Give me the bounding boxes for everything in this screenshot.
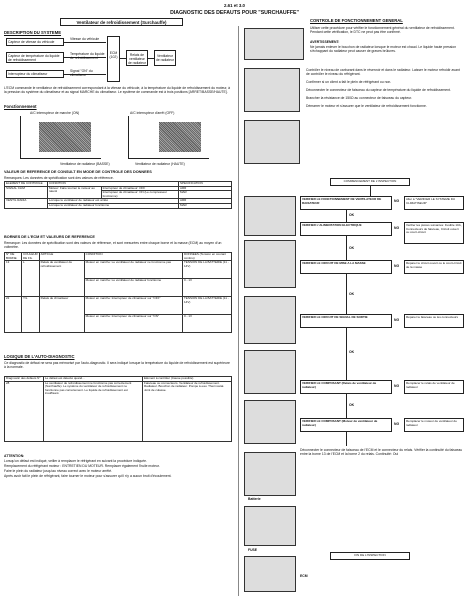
ref-note: Remarques: Les données de spécification sont des valeurs de référence.: [4, 176, 114, 180]
step-2: Confirmer si un client a fait le plein de réfrigérant ou non.: [306, 80, 392, 84]
table-row: Moteur en marche: Le ventilateur de radiateur fonctionne 0 - 1V: [5, 279, 232, 297]
repair-motor: Remplacer le moteur de ventilateur de radiateur: [404, 418, 464, 432]
ng-label: NG: [394, 264, 400, 268]
logic-heading: LOGIQUE DE L'AUTO-DIAGNOSTIC: [4, 354, 75, 359]
system-description: L'ECM commande le ventilateur de refroidissement correspondant à la vitesse du véhicule, à la température du liquide de refroidissement du moteur, à la pression du système du climatiseur et au signal MARCHE du climatiseur. Le système de commande est à trois positions [ARRET/BASSE/HAUTE].: [4, 86, 231, 94]
table-row: SIGNAL CLIM Moteur: Faire tourner le moteur au ralenti Interrupteur de climatiseur: OFF ARR: [5, 186, 232, 191]
page-number: 2.61 et 3.0: [224, 3, 245, 8]
fan-box: Ventilateur de radiateur: [154, 50, 176, 66]
step-a-illustration: [244, 196, 296, 236]
warning-heading: ATTENTION:: [4, 454, 25, 458]
table-row: Moteur en marche: Interrupteur de climatiseur sur "ON" 0 - 1V: [5, 315, 232, 333]
radiator-illustration: [244, 28, 304, 60]
consult-ref-table: [4, 181, 232, 209]
check-warning-label: AVERTISSEMENT:: [310, 40, 340, 44]
system-heading: DESCRIPTION DU SYSTEME: [4, 30, 62, 35]
signal-temp: Température du liquide de refroidissement: [70, 52, 105, 60]
ground-illustration: [244, 296, 296, 344]
ecm-label: ECM: [300, 574, 308, 578]
repair-relay: Remplacer le relais de ventilateur de radiateur: [404, 380, 464, 394]
ng-label: NG: [394, 384, 400, 388]
connector-illustration: [244, 120, 300, 164]
table-header: Le défaut est détecté quand...: [44, 377, 143, 382]
fuse-label: FUSE: [248, 548, 258, 552]
ok-label: OK: [349, 246, 355, 250]
fan-illustration: [244, 68, 300, 112]
ng-label: NG: [394, 199, 400, 203]
ok-label: OK: [349, 292, 355, 296]
flow-end: FIN DE L'INSPECTION: [330, 552, 410, 560]
step-5: Démarrer le moteur et s'assurer que le ventilateur de refroidissement fonctionne.: [306, 104, 427, 108]
step-1: Contrôler le niveau de carburant dans le réservoir et dans le radiateur. Laisser le moteur refroidir avant de contrôler le niveau du réfrigérant.: [306, 68, 460, 76]
sensor-box-speed: Capteur de vitesse du véhicule: [6, 38, 64, 46]
legend-low: Ventilateur de radiateur (BASSE): [60, 162, 110, 166]
graph-ac-on: [20, 116, 101, 159]
battery-label: Batterie: [248, 497, 261, 501]
ok-label: OK: [349, 213, 355, 217]
graph-ac-off: [128, 116, 209, 159]
table-header: COULEUR DE FIL: [23, 252, 38, 260]
flow-step-power: VERIFIER L'ALIMENTATION ELECTRIQUE: [300, 222, 392, 236]
ok-label: OK: [349, 403, 355, 407]
table-header: DONNEES (Tension en courant continu): [183, 253, 232, 261]
ng-label: NG: [394, 226, 400, 230]
relay-test-illustration: [244, 400, 296, 444]
ecm-connector-illustration: [244, 556, 296, 592]
table-row: 22 Y/L Relais de climatiseur Moteur en marche: Interrupteur de climatiseur sur "OFF" TENSION DE LA BATTERIE (11 - 14V): [5, 297, 232, 315]
graph-label-on: A/C interrupteur de marche (ON): [30, 111, 80, 115]
inspection-text: Déconnecter le connecteur de faisceau de l'ECM et le connecteur du relais. Vérifier la continuité du faisceau entre la borne 13 de l'ECM et la borne 2 du relais. Continuité: Oui: [300, 448, 463, 456]
repair-ac: Aller à "VERIFIER LE SYSTEME DU CLIMATISEUR": [404, 196, 464, 210]
table-header: ARTICLE: [39, 253, 84, 261]
warning-2: Remplacement du réfrigérant moteur : ENTRETIEN DU MOTEUR. Remplacer également l'huile moteur.: [4, 464, 160, 468]
logic-table: [4, 376, 232, 442]
relay-illustration: [244, 350, 296, 394]
flow-start: COMMENCEMENT DE L'INSPECTION: [330, 178, 410, 186]
table-header: CONDITION: [48, 182, 179, 187]
check-warning-text: Ne jamais enlever le bouchon de radiateur lorsque le moteur est chaud. Le liquide haute pression s'échappant du radiateur peut causer de graves brûlures.: [310, 45, 457, 53]
legend-high: Ventilateur de radiateur (HAUTE): [135, 162, 185, 166]
ecm-box: ECM (102): [107, 36, 120, 82]
flow-step-relay: VERIFIER LE COMPOSANT (Relais de ventilateur de radiateur): [300, 380, 392, 394]
flow-step-fan-check: VERIFIER LE FONCTIONNEMENT DE VENTILATEUR DE RADIATEUR: [300, 196, 392, 210]
table-row: VENTIL RADIA Lorsque le ventilateur de radiateur est arrêté ARR: [5, 199, 232, 204]
table-row: Lorsque le ventilateur de radiateur fonctionne MAR: [5, 203, 232, 208]
section-subtitle: Ventilateur de refroidissement (Surchauffe): [60, 18, 183, 26]
flow-step-motor: VERIFIER LE COMPOSANT (Moteur de ventilateur de radiateur): [300, 418, 392, 432]
flow-step-output: VERIFIER LE CIRCUIT DE SIGNAL DE SORTIE: [300, 314, 392, 328]
fuse-illustration: [244, 506, 296, 546]
table-header: Elément à contrôler (Cause possible): [143, 377, 232, 382]
table-header: Diagnostic des défauts N°: [5, 377, 44, 382]
logic-text: Ce diagnostic de défaut ne sera pas mémorisé par l'auto-diagnostic. Il sera indiqué lorsque la température du liquide de refroidissement est supérieure à la normale.: [4, 361, 230, 369]
repair-power: Vérifier les pièces suivantes: Fusible 10A, Connecteurs de faisceau, Circuit ouvert ou court-circuit: [404, 222, 464, 244]
ng-label: NG: [394, 422, 400, 426]
step-4: Brancher la résistance de 150Ω au connecteur de faisceau du capteur.: [306, 96, 413, 100]
ng-label: NG: [394, 318, 400, 322]
page-title: DIAGNOSTIC DES DEFAUTS POUR "SURCHAUFFE": [170, 10, 299, 16]
warning-4: Après avoir fait le plein de réfrigérant, faire tourner le moteur pour s'assurer qu'il n'y a aucun bruit d'écoulement.: [4, 474, 172, 478]
sensor-box-temp: Capteur de température du liquide de refroidissement: [6, 52, 64, 63]
table-header: N° DE BORNE: [5, 253, 22, 261]
flow-step-ground: VERIFIER LE CIRCUIT DE MISE A LA MASSE: [300, 260, 392, 274]
ecm-note: Remarque: Les données de spécification sont des valeurs de référence, et sont mesurées entre chaque borne et la masse (ECM) au moyen d'un voltmètre.: [4, 241, 222, 249]
repair-ground: Réparer le circuit ouvert ou le court-circuit de la masse: [404, 260, 464, 274]
warning-3: Faire le plein du radiateur jusqu'au niveau correct avec le moteur arrêté.: [4, 469, 113, 473]
signal-ac: Signal "ON" du climatiseur: [70, 69, 93, 77]
function-heading: Fonctionnement: [4, 104, 37, 109]
table-row: Interrupteur de climatiseur: ON (Le compresseur fonctionne) MAR: [5, 191, 232, 199]
table-header: ELEMENT DE CONTROLE: [5, 182, 48, 187]
power-supply-illustration: [244, 240, 296, 288]
check-intro: Utiliser cette procédure pour vérifier le fonctionnement général du ventilateur de refroidissement. Pendant cette vérification, le DTC ne peut pas être confirmé.: [310, 26, 455, 34]
warning-1: Lorsqu'un défaut est indiqué, veiller à remplacer le réfrigérant en suivant la procédure indiquée.: [4, 459, 147, 463]
relay-box: Relais de ventilateur de radiateur: [126, 50, 148, 66]
graph-label-off: A/C interrupteur d'arrêt (OFF): [130, 111, 175, 115]
check-heading: CONTROLE DE FONCTIONNEMENT GENERAL: [310, 18, 403, 23]
ecm-heading: BORNES DE L'ECM ET VALEURS DE REFERENCE: [4, 235, 95, 239]
step-3: Déconnecter le connecteur de faisceau du capteur de température du liquide de refroidissement.: [306, 88, 451, 92]
ref-heading: VALEUR DE REFERENCE DE CONSULT EN MODE DE CONTROLE DES DONNEES: [4, 170, 152, 174]
repair-harness: Réparer le faisceau ou les connecteurs: [404, 314, 464, 328]
table-header: CONDITION: [84, 253, 182, 261]
ok-label: OK: [349, 350, 355, 354]
table-row: 13 L Relais de ventilateur de refroidissement Moteur en marche: Le ventilateur de radiateur ne fonctionne pas TENSION DE LA BATTERIE (11 - 14V): [5, 261, 232, 279]
battery-illustration: [244, 452, 296, 496]
table-row: 28 Le ventilateur de refroidissement ne fonctionne pas correctement (Surchauffe). Le système du ventilateur de refroidissement ne fonctionne pas correctement. Le liquide de refroidissement est insuffisant. Faisceau ou connecteurs. Ventilateur de refroidissement. Radiateur. Bouchon de radiateur. Pompe à eau. Thermostat. Joint de culasse.: [5, 381, 232, 441]
ecm-terminal-table: [4, 252, 232, 333]
sensor-box-ac: Interrupteur du climatiseur: [6, 70, 64, 78]
table-header: SPECIFICATION: [179, 182, 232, 187]
signal-speed: Vitesse du véhicule: [70, 37, 100, 41]
